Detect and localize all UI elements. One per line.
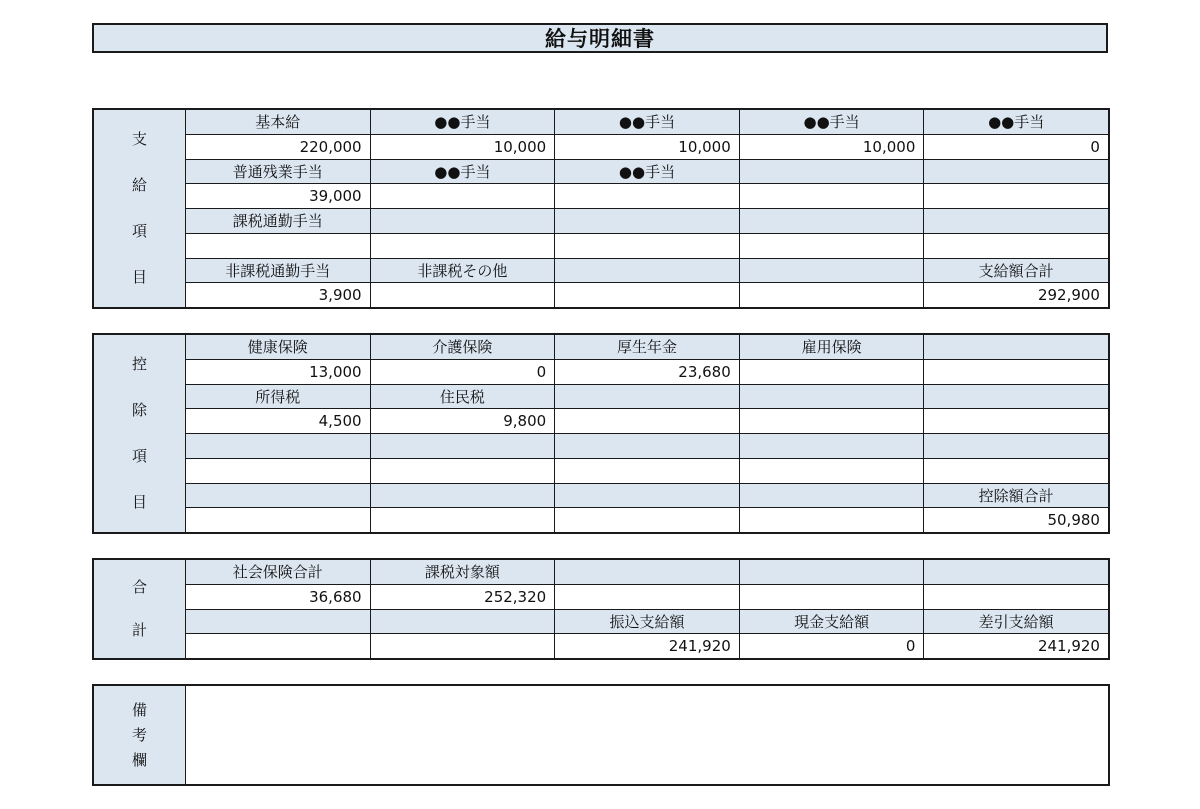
item-value-cell[interactable] xyxy=(371,634,556,658)
item-label-cell xyxy=(555,484,740,508)
item-value-cell[interactable]: 10,000 xyxy=(740,135,925,159)
item-label-cell: ●●手当 xyxy=(371,110,556,134)
payment-section xyxy=(92,108,1110,309)
item-label-cell xyxy=(555,209,740,233)
item-label-cell xyxy=(371,434,556,458)
item-label-cell: ●●手当 xyxy=(371,160,556,184)
item-label-cell: 課税対象額 xyxy=(371,560,556,584)
memo-field[interactable] xyxy=(186,686,1108,784)
item-label-cell: ●●手当 xyxy=(555,110,740,134)
label-row xyxy=(186,110,1108,135)
item-label-cell: 差引支給額 xyxy=(924,610,1108,634)
item-label-cell: 社会保険合計 xyxy=(186,560,371,584)
section-side-label xyxy=(94,110,186,307)
item-value-cell[interactable]: 0 xyxy=(740,634,925,658)
item-label-cell xyxy=(555,385,740,409)
item-value-cell[interactable] xyxy=(555,409,740,433)
item-label-cell: 健康保険 xyxy=(186,335,371,359)
value-row xyxy=(186,508,1108,532)
section-side-char: 項 xyxy=(131,447,147,466)
item-value-cell[interactable]: 0 xyxy=(924,135,1108,159)
item-label-cell xyxy=(371,484,556,508)
value-row xyxy=(186,459,1108,484)
value-row xyxy=(186,409,1108,434)
item-value-cell[interactable] xyxy=(555,283,740,307)
item-value-cell[interactable] xyxy=(740,459,925,483)
item-value-cell[interactable] xyxy=(740,283,925,307)
label-row xyxy=(186,259,1108,284)
memo-side-label xyxy=(94,686,186,784)
item-label-cell xyxy=(740,385,925,409)
item-value-cell[interactable] xyxy=(924,234,1108,258)
item-value-cell[interactable] xyxy=(555,508,740,532)
item-label-cell xyxy=(740,160,925,184)
item-value-cell[interactable] xyxy=(186,508,371,532)
item-label-cell xyxy=(924,160,1108,184)
section-grid xyxy=(186,560,1108,658)
item-label-cell xyxy=(740,209,925,233)
label-row xyxy=(186,209,1108,234)
memo-side-char: 備 xyxy=(131,700,147,719)
item-value-cell[interactable] xyxy=(924,585,1108,609)
value-row xyxy=(186,234,1108,259)
section-side-label xyxy=(94,560,186,658)
section-side-label xyxy=(94,335,186,532)
item-value-cell[interactable] xyxy=(555,184,740,208)
value-row xyxy=(186,360,1108,385)
item-label-cell: 厚生年金 xyxy=(555,335,740,359)
item-value-cell[interactable] xyxy=(740,409,925,433)
item-value-cell[interactable]: 9,800 xyxy=(371,409,556,433)
item-value-cell[interactable]: 241,920 xyxy=(924,634,1108,658)
item-label-cell xyxy=(924,385,1108,409)
item-value-cell[interactable] xyxy=(740,508,925,532)
item-label-cell xyxy=(555,434,740,458)
item-value-cell[interactable] xyxy=(186,634,371,658)
item-value-cell[interactable] xyxy=(186,234,371,258)
item-value-cell[interactable] xyxy=(371,234,556,258)
item-value-cell[interactable]: 241,920 xyxy=(555,634,740,658)
item-label-cell xyxy=(186,434,371,458)
item-label-cell xyxy=(186,610,371,634)
item-label-cell: 雇用保険 xyxy=(740,335,925,359)
item-value-cell[interactable] xyxy=(371,508,556,532)
section-side-char: 支 xyxy=(131,129,147,148)
label-row xyxy=(186,385,1108,410)
value-row xyxy=(186,135,1108,160)
item-value-cell[interactable] xyxy=(371,184,556,208)
item-value-cell[interactable] xyxy=(924,184,1108,208)
item-value-cell[interactable] xyxy=(924,409,1108,433)
total-section xyxy=(92,558,1110,660)
item-value-cell[interactable]: 36,680 xyxy=(186,585,371,609)
item-label-cell xyxy=(371,209,556,233)
item-label-cell: 振込支給額 xyxy=(555,610,740,634)
section-side-char: 計 xyxy=(131,621,147,639)
item-label-cell: ●●手当 xyxy=(924,110,1108,134)
item-label-cell: 非課税その他 xyxy=(371,259,556,283)
item-value-cell[interactable] xyxy=(740,360,925,384)
item-label-cell xyxy=(924,434,1108,458)
item-label-cell xyxy=(555,259,740,283)
item-label-cell xyxy=(740,484,925,508)
item-value-cell[interactable] xyxy=(924,459,1108,483)
label-row xyxy=(186,160,1108,185)
item-label-cell: 支給額合計 xyxy=(924,259,1108,283)
item-label-cell xyxy=(555,560,740,584)
item-value-cell[interactable] xyxy=(740,585,925,609)
memo-side-char: 欄 xyxy=(131,750,147,769)
item-label-cell: 課税通勤手当 xyxy=(186,209,371,233)
label-row xyxy=(186,560,1108,585)
section-side-char: 合 xyxy=(131,578,147,596)
item-label-cell: 介護保険 xyxy=(371,335,556,359)
item-value-cell[interactable] xyxy=(555,234,740,258)
label-row xyxy=(186,434,1108,459)
value-row xyxy=(186,184,1108,209)
item-value-cell[interactable] xyxy=(924,360,1108,384)
section-side-char: 目 xyxy=(131,493,147,512)
item-label-cell xyxy=(924,209,1108,233)
section-side-char: 控 xyxy=(131,354,147,373)
section-side-char: 除 xyxy=(131,400,147,419)
item-label-cell: 普通残業手当 xyxy=(186,160,371,184)
section-side-char: 項 xyxy=(131,222,147,241)
item-label-cell: 現金支給額 xyxy=(740,610,925,634)
item-value-cell[interactable] xyxy=(555,585,740,609)
item-value-cell[interactable]: 220,000 xyxy=(186,135,371,159)
item-label-cell xyxy=(186,484,371,508)
item-label-cell xyxy=(924,335,1108,359)
item-value-cell[interactable]: 39,000 xyxy=(186,184,371,208)
item-label-cell xyxy=(371,610,556,634)
section-grid xyxy=(186,110,1108,307)
section-side-char: 目 xyxy=(131,268,147,287)
item-value-cell[interactable] xyxy=(740,184,925,208)
section-grid xyxy=(186,335,1108,532)
item-label-cell xyxy=(740,434,925,458)
deduction-section xyxy=(92,333,1110,534)
item-label-cell: ●●手当 xyxy=(740,110,925,134)
value-row xyxy=(186,585,1108,610)
item-value-cell[interactable]: 13,000 xyxy=(186,360,371,384)
memo-section xyxy=(92,684,1110,786)
item-label-cell xyxy=(740,259,925,283)
item-value-cell[interactable]: 252,320 xyxy=(371,585,556,609)
item-value-cell[interactable]: 23,680 xyxy=(555,360,740,384)
item-value-cell[interactable] xyxy=(186,459,371,483)
value-row xyxy=(186,283,1108,307)
item-label-cell xyxy=(740,560,925,584)
item-value-cell[interactable]: 10,000 xyxy=(555,135,740,159)
item-label-cell: 非課税通勤手当 xyxy=(186,259,371,283)
item-value-cell[interactable] xyxy=(740,234,925,258)
item-value-cell[interactable] xyxy=(371,283,556,307)
label-row xyxy=(186,484,1108,509)
item-value-cell[interactable]: 4,500 xyxy=(186,409,371,433)
item-value-cell[interactable]: 50,980 xyxy=(924,508,1108,532)
item-label-cell: 基本給 xyxy=(186,110,371,134)
item-value-cell[interactable]: 10,000 xyxy=(371,135,556,159)
item-label-cell: 所得税 xyxy=(186,385,371,409)
label-row xyxy=(186,610,1108,635)
item-value-cell[interactable]: 292,900 xyxy=(924,283,1108,307)
page-title: 給与明細書 xyxy=(92,23,1108,53)
value-row xyxy=(186,634,1108,658)
label-row xyxy=(186,335,1108,360)
section-side-char: 給 xyxy=(131,175,147,194)
item-label-cell xyxy=(924,560,1108,584)
memo-side-char: 考 xyxy=(131,725,147,744)
item-label-cell: 控除額合計 xyxy=(924,484,1108,508)
item-label-cell: ●●手当 xyxy=(555,160,740,184)
item-value-cell[interactable] xyxy=(555,459,740,483)
item-value-cell[interactable] xyxy=(371,459,556,483)
item-label-cell: 住民税 xyxy=(371,385,556,409)
item-value-cell[interactable]: 3,900 xyxy=(186,283,371,307)
item-value-cell[interactable]: 0 xyxy=(371,360,556,384)
